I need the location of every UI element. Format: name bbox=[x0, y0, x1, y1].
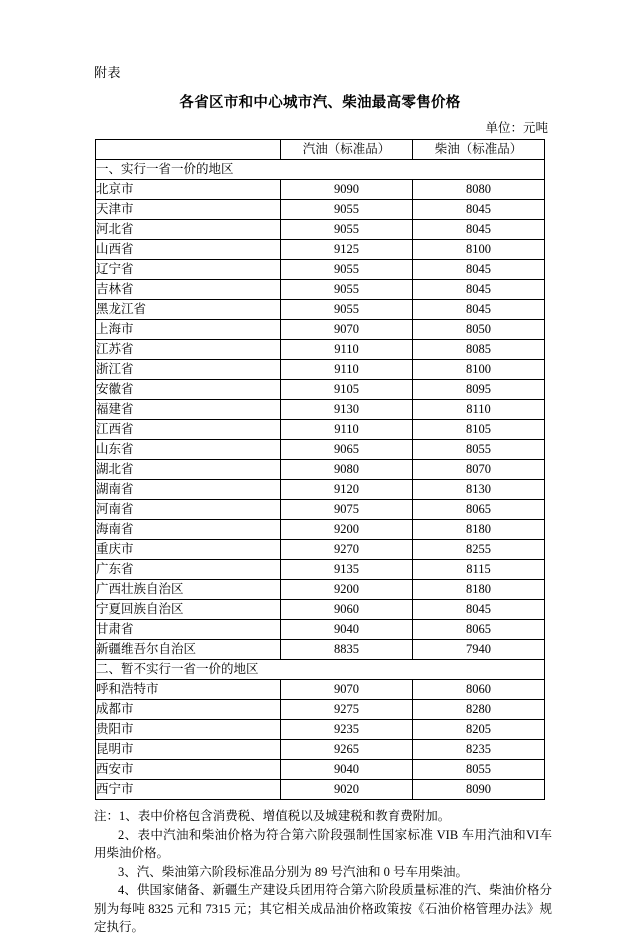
diesel-price: 8065 bbox=[413, 500, 545, 520]
section-title: 二、暂不实行一省一价的地区 bbox=[96, 660, 545, 680]
diesel-price: 8045 bbox=[413, 280, 545, 300]
diesel-price: 8050 bbox=[413, 320, 545, 340]
table-row bbox=[96, 300, 545, 320]
section-row bbox=[96, 660, 545, 680]
region-name: 成都市 bbox=[96, 700, 281, 720]
table-row bbox=[96, 600, 545, 620]
gasoline-price: 9055 bbox=[281, 220, 413, 240]
region-name: 河南省 bbox=[96, 500, 281, 520]
table-row bbox=[96, 280, 545, 300]
table-row bbox=[96, 440, 545, 460]
diesel-price: 8095 bbox=[413, 380, 545, 400]
region-name: 福建省 bbox=[96, 400, 281, 420]
gasoline-price: 9135 bbox=[281, 560, 413, 580]
region-name: 山西省 bbox=[96, 240, 281, 260]
table-row bbox=[96, 620, 545, 640]
gasoline-price: 9275 bbox=[281, 700, 413, 720]
region-name: 辽宁省 bbox=[96, 260, 281, 280]
diesel-price: 8060 bbox=[413, 680, 545, 700]
diesel-price: 8280 bbox=[413, 700, 545, 720]
diesel-price: 8235 bbox=[413, 740, 545, 760]
gasoline-price: 9110 bbox=[281, 360, 413, 380]
table-row bbox=[96, 480, 545, 500]
note-1: 注：1、表中价格包含消费税、增值税以及城建税和教育费附加。 bbox=[94, 809, 451, 823]
gasoline-price: 9235 bbox=[281, 720, 413, 740]
gasoline-price: 9055 bbox=[281, 300, 413, 320]
diesel-price: 8180 bbox=[413, 580, 545, 600]
table-row bbox=[96, 560, 545, 580]
unit-note: 单位：元吨 bbox=[485, 121, 548, 135]
table-row bbox=[96, 640, 545, 660]
region-name: 广东省 bbox=[96, 560, 281, 580]
gasoline-price: 9200 bbox=[281, 580, 413, 600]
region-name: 浙江省 bbox=[96, 360, 281, 380]
diesel-price: 8045 bbox=[413, 260, 545, 280]
region-name: 湖北省 bbox=[96, 460, 281, 480]
table-row bbox=[96, 720, 545, 740]
region-name: 河北省 bbox=[96, 220, 281, 240]
gasoline-price: 9090 bbox=[281, 180, 413, 200]
diesel-price: 8055 bbox=[413, 440, 545, 460]
region-name: 贵阳市 bbox=[96, 720, 281, 740]
gasoline-price: 8835 bbox=[281, 640, 413, 660]
table-row bbox=[96, 380, 545, 400]
note-4: 4、供国家储备、新疆生产建设兵团用符合第六阶段质量标准的汽、柴油价格分别为每吨 8325 元和 7315 元；其它相关成品油价格政策按《石油价格管理办法》规定执行。 bbox=[94, 883, 552, 934]
region-name: 宁夏回族自治区 bbox=[96, 600, 281, 620]
diesel-price: 8100 bbox=[413, 240, 545, 260]
region-name: 昆明市 bbox=[96, 740, 281, 760]
diesel-price: 8130 bbox=[413, 480, 545, 500]
table-row bbox=[96, 320, 545, 340]
section-title: 一、实行一省一价的地区 bbox=[96, 160, 545, 180]
table-row bbox=[96, 520, 545, 540]
diesel-price: 8115 bbox=[413, 560, 545, 580]
diesel-price: 8180 bbox=[413, 520, 545, 540]
diesel-price: 8205 bbox=[413, 720, 545, 740]
region-name: 湖南省 bbox=[96, 480, 281, 500]
table-header-row bbox=[96, 140, 545, 160]
diesel-price: 8045 bbox=[413, 200, 545, 220]
section-row bbox=[96, 160, 545, 180]
price-table bbox=[95, 139, 545, 800]
diesel-price: 8255 bbox=[413, 540, 545, 560]
table-row bbox=[96, 760, 545, 780]
table-row bbox=[96, 220, 545, 240]
gasoline-price: 9075 bbox=[281, 500, 413, 520]
gasoline-price: 9270 bbox=[281, 540, 413, 560]
region-name: 甘肃省 bbox=[96, 620, 281, 640]
diesel-price: 8065 bbox=[413, 620, 545, 640]
gasoline-price: 9200 bbox=[281, 520, 413, 540]
table-row bbox=[96, 200, 545, 220]
table-row bbox=[96, 500, 545, 520]
diesel-price: 8110 bbox=[413, 400, 545, 420]
gasoline-price: 9040 bbox=[281, 620, 413, 640]
gasoline-price: 9110 bbox=[281, 340, 413, 360]
region-name: 北京市 bbox=[96, 180, 281, 200]
gasoline-price: 9060 bbox=[281, 600, 413, 620]
table-row bbox=[96, 680, 545, 700]
diesel-price: 8055 bbox=[413, 760, 545, 780]
table-row bbox=[96, 420, 545, 440]
diesel-price: 8080 bbox=[413, 180, 545, 200]
region-name: 呼和浩特市 bbox=[96, 680, 281, 700]
header-gasoline: 汽油（标准品） bbox=[281, 140, 413, 160]
diesel-price: 8105 bbox=[413, 420, 545, 440]
table-row bbox=[96, 400, 545, 420]
diesel-price: 8100 bbox=[413, 360, 545, 380]
table-row bbox=[96, 260, 545, 280]
region-name: 西安市 bbox=[96, 760, 281, 780]
table-row bbox=[96, 340, 545, 360]
table-row bbox=[96, 700, 545, 720]
table-row bbox=[96, 240, 545, 260]
region-name: 上海市 bbox=[96, 320, 281, 340]
diesel-price: 8045 bbox=[413, 600, 545, 620]
gasoline-price: 9020 bbox=[281, 780, 413, 800]
gasoline-price: 9125 bbox=[281, 240, 413, 260]
gasoline-price: 9070 bbox=[281, 680, 413, 700]
gasoline-price: 9055 bbox=[281, 260, 413, 280]
region-name: 重庆市 bbox=[96, 540, 281, 560]
gasoline-price: 9130 bbox=[281, 400, 413, 420]
page-title: 各省区市和中心城市汽、柴油最高零售价格 bbox=[179, 95, 461, 111]
attachment-label: 附表 bbox=[94, 65, 122, 80]
region-name: 黑龙江省 bbox=[96, 300, 281, 320]
region-name: 新疆维吾尔自治区 bbox=[96, 640, 281, 660]
table-row bbox=[96, 180, 545, 200]
gasoline-price: 9120 bbox=[281, 480, 413, 500]
region-name: 海南省 bbox=[96, 520, 281, 540]
region-name: 江西省 bbox=[96, 420, 281, 440]
gasoline-price: 9055 bbox=[281, 280, 413, 300]
note-2: 2、表中汽油和柴油价格为符合第六阶段强制性国家标准 VIB 车用汽油和VI车用柴油价格。 bbox=[94, 827, 552, 860]
table-row bbox=[96, 740, 545, 760]
gasoline-price: 9265 bbox=[281, 740, 413, 760]
header-region bbox=[96, 140, 281, 160]
diesel-price: 8045 bbox=[413, 220, 545, 240]
region-name: 天津市 bbox=[96, 200, 281, 220]
gasoline-price: 9055 bbox=[281, 200, 413, 220]
table-row bbox=[96, 360, 545, 380]
gasoline-price: 9105 bbox=[281, 380, 413, 400]
table-row bbox=[96, 460, 545, 480]
diesel-price: 8085 bbox=[413, 340, 545, 360]
region-name: 西宁市 bbox=[96, 780, 281, 800]
gasoline-price: 9065 bbox=[281, 440, 413, 460]
gasoline-price: 9080 bbox=[281, 460, 413, 480]
notes-block bbox=[44, 807, 596, 937]
region-name: 江苏省 bbox=[96, 340, 281, 360]
diesel-price: 8070 bbox=[413, 460, 545, 480]
region-name: 吉林省 bbox=[96, 280, 281, 300]
table-row bbox=[96, 780, 545, 800]
diesel-price: 8045 bbox=[413, 300, 545, 320]
region-name: 山东省 bbox=[96, 440, 281, 460]
gasoline-price: 9040 bbox=[281, 760, 413, 780]
header-diesel: 柴油（标准品） bbox=[413, 140, 545, 160]
gasoline-price: 9070 bbox=[281, 320, 413, 340]
region-name: 安徽省 bbox=[96, 380, 281, 400]
diesel-price: 8090 bbox=[413, 780, 545, 800]
note-3: 3、汽、柴油第六阶段标准品分别为 89 号汽油和 0 号车用柴油。 bbox=[118, 864, 469, 879]
diesel-price: 7940 bbox=[413, 640, 545, 660]
table-row bbox=[96, 580, 545, 600]
region-name: 广西壮族自治区 bbox=[96, 580, 281, 600]
gasoline-price: 9110 bbox=[281, 420, 413, 440]
table-row bbox=[96, 540, 545, 560]
